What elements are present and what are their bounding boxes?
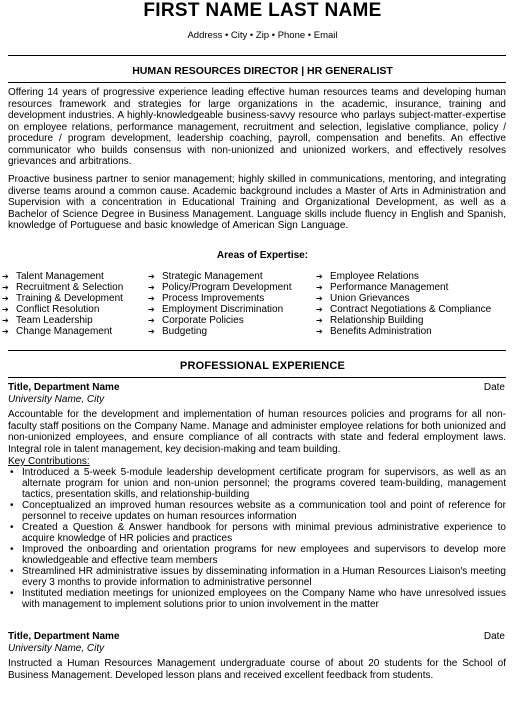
divider (8, 55, 506, 56)
list-item: • Created a Question & Answer handbook for persons with minimal previous administrative experience to acquire knowledge of HR policies and practices (10, 522, 506, 544)
arrow-bullet-icon: ➔ (316, 272, 323, 281)
arrow-bullet-icon: ➔ (316, 294, 323, 303)
bullet-icon: • (10, 522, 14, 533)
key-contributions-list (8, 467, 506, 610)
summary-paragraph-1: Offering 14 years of progressive experience leading effective human resources teams and developing human resources framework and strategies for large organizations in the academic, insurance, training and development industries. A highly-knowledgeable business-savvy resource who parlays subject-matter-expertise on employee relations, performance management, recruitment and selection, legislative compliance, policy / procedure / program development, leadership coaching, payroll, compensation and benefits. An effective communicator who builds consensus with non-unionized and unionized workers, and effectively resolves grievances and arbitrations. (8, 87, 506, 167)
list-item: • Streamlined HR administrative issues by disseminating information in a Human Resources Liaison's meeting every 3 months to provide information to administrative personnel (10, 566, 506, 588)
list-item: ➔ Change Management (2, 326, 113, 337)
arrow-bullet-icon: ➔ (316, 316, 323, 325)
summary-paragraph-2: Proactive business partner to senior management; highly skilled in communications, mentoring, and integrating diverse teams around a common cause. Academic background includes a Master of Arts in Administration and Supervision with a concentration in Educational Training and Organizational Development, as well as a Bachelor of Science Degree in Business Management. Language skills include fluency in English and Spanish, knowledge of Portuguese and basic knowledge of American Sign Language. (8, 174, 506, 231)
job-title: Title, Department Name (8, 382, 120, 393)
list-item: ➔ Employee Relations (316, 271, 419, 282)
expertise-column-3 (316, 271, 491, 337)
list-item: ➔ Process Improvements (148, 293, 265, 304)
arrow-bullet-icon: ➔ (148, 294, 155, 303)
contact-line: Address • City • Zip • Phone • Email (187, 30, 338, 41)
list-item: ➔ Corporate Policies (148, 315, 244, 326)
list-item: ➔ Talent Management (2, 271, 104, 282)
divider (8, 350, 506, 351)
job-title: Title, Department Name (8, 631, 120, 642)
section-title-experience: PROFESSIONAL EXPERIENCE (179, 360, 346, 372)
list-item: • Improved the onboarding and orientation programs for new employees and supervisors to develop more knowledgeable and effective team members (10, 544, 506, 566)
list-item: ➔ Team Leadership (2, 315, 93, 326)
expertise-title: Areas of Expertise: (216, 250, 309, 261)
arrow-bullet-icon: ➔ (148, 272, 155, 281)
arrow-bullet-icon: ➔ (2, 316, 9, 325)
divider (8, 377, 506, 378)
divider (8, 82, 506, 83)
bullet-icon: • (10, 566, 14, 577)
headline: HUMAN RESOURCES DIRECTOR | HR GENERALIST (132, 65, 393, 77)
list-item: ➔ Conflict Resolution (2, 304, 100, 315)
arrow-bullet-icon: ➔ (148, 316, 155, 325)
job-description: Accountable for the development and implementation of human resources policies and programs for all non-faculty staff positions on the Company Name. Manage and administer employee relations for both unionized and non-unionized employees, and ensure compliance of all contracts with state and federal employment laws. Integral role in talent management, key decision-making and team building. (8, 409, 506, 455)
list-item: ➔ Performance Management (316, 282, 449, 293)
list-item: ➔ Union Grievances (316, 293, 410, 304)
list-item: ➔ Contract Negotiations & Compliance (316, 304, 492, 315)
arrow-bullet-icon: ➔ (2, 327, 9, 336)
arrow-bullet-icon: ➔ (2, 272, 9, 281)
arrow-bullet-icon: ➔ (2, 283, 9, 292)
arrow-bullet-icon: ➔ (2, 305, 9, 314)
arrow-bullet-icon: ➔ (316, 305, 323, 314)
job-organization: University Name, City (8, 643, 105, 654)
arrow-bullet-icon: ➔ (148, 283, 155, 292)
bullet-icon: • (10, 544, 14, 555)
arrow-bullet-icon: ➔ (316, 283, 323, 292)
list-item: ➔ Policy/Program Development (148, 282, 292, 293)
list-item: ➔ Budgeting (148, 326, 208, 337)
expertise-column-1 (2, 271, 123, 337)
key-contributions-label: Key Contributions: (8, 456, 90, 467)
job-description: Instructed a Human Resources Management undergraduate course of about 20 students for the School of Business Management. Developed lesson plans and received excellent feedback from students. (8, 658, 506, 681)
list-item: • Instituted mediation meetings for unionized employees on the Company Name who have unresolved issues with management to implement solutions prior to union involvement in the matter (10, 588, 506, 610)
job-organization: University Name, City (8, 394, 105, 405)
bullet-icon: • (10, 588, 14, 599)
expertise-column-2 (148, 271, 292, 337)
bullet-icon: • (10, 500, 14, 511)
job-date: Date (483, 631, 505, 642)
arrow-bullet-icon: ➔ (2, 294, 9, 303)
arrow-bullet-icon: ➔ (148, 327, 155, 336)
list-item: ➔ Employment Discrimination (148, 304, 284, 315)
list-item: ➔ Relationship Building (316, 315, 424, 326)
job-date: Date (483, 382, 505, 393)
bullet-icon: • (10, 467, 14, 478)
candidate-name: FIRST NAME LAST NAME (143, 0, 382, 21)
list-item: ➔ Recruitment & Selection (2, 282, 124, 293)
list-item: ➔ Strategic Management (148, 271, 263, 282)
list-item: ➔ Benefits Administration (316, 326, 432, 337)
list-item: ➔ Training & Development (2, 293, 123, 304)
list-item: • Conceptualized an improved human resources website as a communication tool and point of reference for personnel to receive updates on human resources information (10, 500, 506, 522)
arrow-bullet-icon: ➔ (148, 305, 155, 314)
list-item: • Introduced a 5-week 5-module leadership development certificate program for supervisors, as well as an alternate program for union and non-union personnel; the programs covered team-building, management tactics, presentation skills, and relationship-building (10, 467, 506, 500)
arrow-bullet-icon: ➔ (316, 327, 323, 336)
